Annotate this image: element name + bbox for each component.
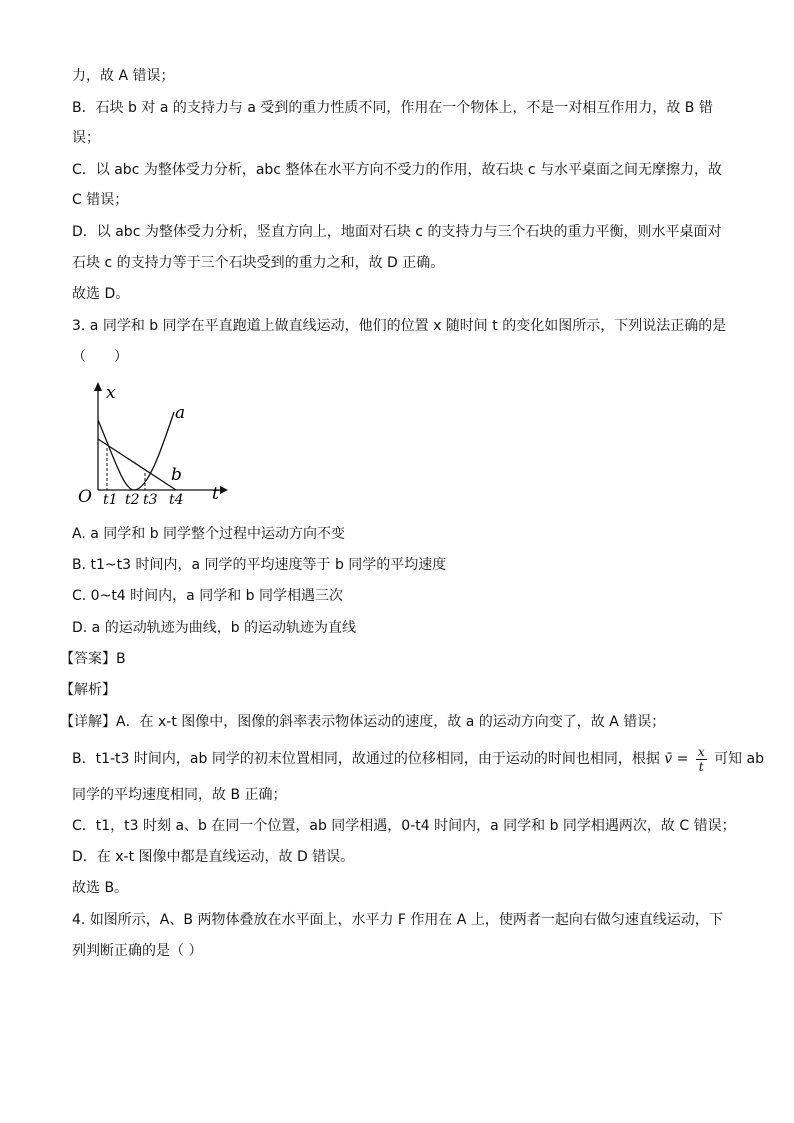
text-line: B．石块 b 对 a 的支持力与 a 受到的重力性质不同，作用在一个物体上，不是一对相互作用力，故 B 错	[72, 100, 713, 116]
fraction-formula	[696, 745, 707, 774]
line-b-label: b	[171, 465, 182, 485]
analysis-label: 【解析】	[60, 682, 116, 698]
detail-text: 可知 ab	[714, 751, 764, 767]
question-4-stem: 4. 如图所示，A、B 两物体叠放在水平面上，水平力 F 作用在 A 上，使两者一起向右做匀速直线运动，下	[72, 912, 723, 928]
text-line: C．以 abc 为整体受力分析，abc 整体在水平方向不受力的作用，故石块 c 与水平桌面之间无摩擦力，故	[72, 162, 723, 178]
option-c: C. 0~t4 时间内，a 同学和 b 同学相遇三次	[72, 588, 343, 604]
tick-label-t2: t2	[125, 492, 140, 508]
question-3-stem: 3. a 同学和 b 同学在平直跑道上做直线运动，他们的位置 x 随时间 t 的变化如图所示，下列说法正确的是	[72, 318, 727, 334]
option-a: A. a 同学和 b 同学整个过程中运动方向不变	[72, 526, 346, 542]
detail-text: B．t1-t3 时间内，ab 同学的初末位置相同，故通过的位移相同，由于运动的时间也相同，根据	[72, 751, 660, 767]
fraction-denominator: t	[698, 759, 704, 774]
option-d: D. a 的运动轨迹为曲线，b 的运动轨迹为直线	[72, 620, 357, 636]
tick-label-t1: t1	[103, 492, 118, 508]
origin-label: O	[78, 487, 92, 507]
curve-a-label: a	[175, 403, 186, 423]
formula-lhs: v̄ =	[664, 751, 689, 767]
detail-line: C．t1，t3 时刻 a、b 在同一个位置，ab 同学相遇，0-t4 时间内，a 同学和 b 同学相遇两次，故 C 错误；	[72, 818, 736, 834]
fraction-numerator: x	[697, 744, 705, 759]
detail-line: 故选 B。	[72, 880, 129, 896]
x-axis-label: t	[212, 484, 219, 504]
x-axis-arrow-icon	[94, 382, 102, 391]
text-line: 故选 D。	[72, 286, 130, 302]
tick-label-t4: t4	[169, 492, 184, 508]
detail-line-with-formula	[72, 744, 764, 774]
text-line: D．以 abc 为整体受力分析，竖直方向上，地面对石块 c 的支持力与三个石块的重力平衡，则水平桌面对	[72, 224, 722, 240]
answer-label: 【答案】B	[60, 651, 126, 667]
tick-label-t3: t3	[143, 492, 158, 508]
line-b	[98, 439, 176, 490]
question-3-blank: （ ）	[72, 349, 128, 365]
curve-a	[98, 412, 174, 490]
detail-line: D．在 x-t 图像中都是直线运动，故 D 错误。	[72, 849, 355, 865]
option-b: B. t1~t3 时间内，a 同学的平均速度等于 b 同学的平均速度	[72, 557, 447, 573]
question-4-stem-cont: 列判断正确的是（ ）	[72, 943, 203, 959]
xt-graph-figure	[74, 378, 234, 518]
text-line: 力，故 A 错误；	[72, 68, 175, 84]
text-line: 石块 c 的支持力等于三个石块受到的重力之和，故 D 正确。	[72, 255, 445, 271]
text-line: C 错误；	[72, 192, 129, 208]
t-axis-arrow-icon	[220, 486, 228, 494]
detail-line: 【详解】A．在 x-t 图像中，图像的斜率表示物体运动的速度，故 a 的运动方向变了，故 A 错误；	[60, 714, 666, 730]
text-line: 误；	[72, 130, 100, 146]
y-axis-label: x	[106, 383, 116, 403]
detail-line: 同学的平均速度相同，故 B 正确；	[72, 787, 287, 803]
